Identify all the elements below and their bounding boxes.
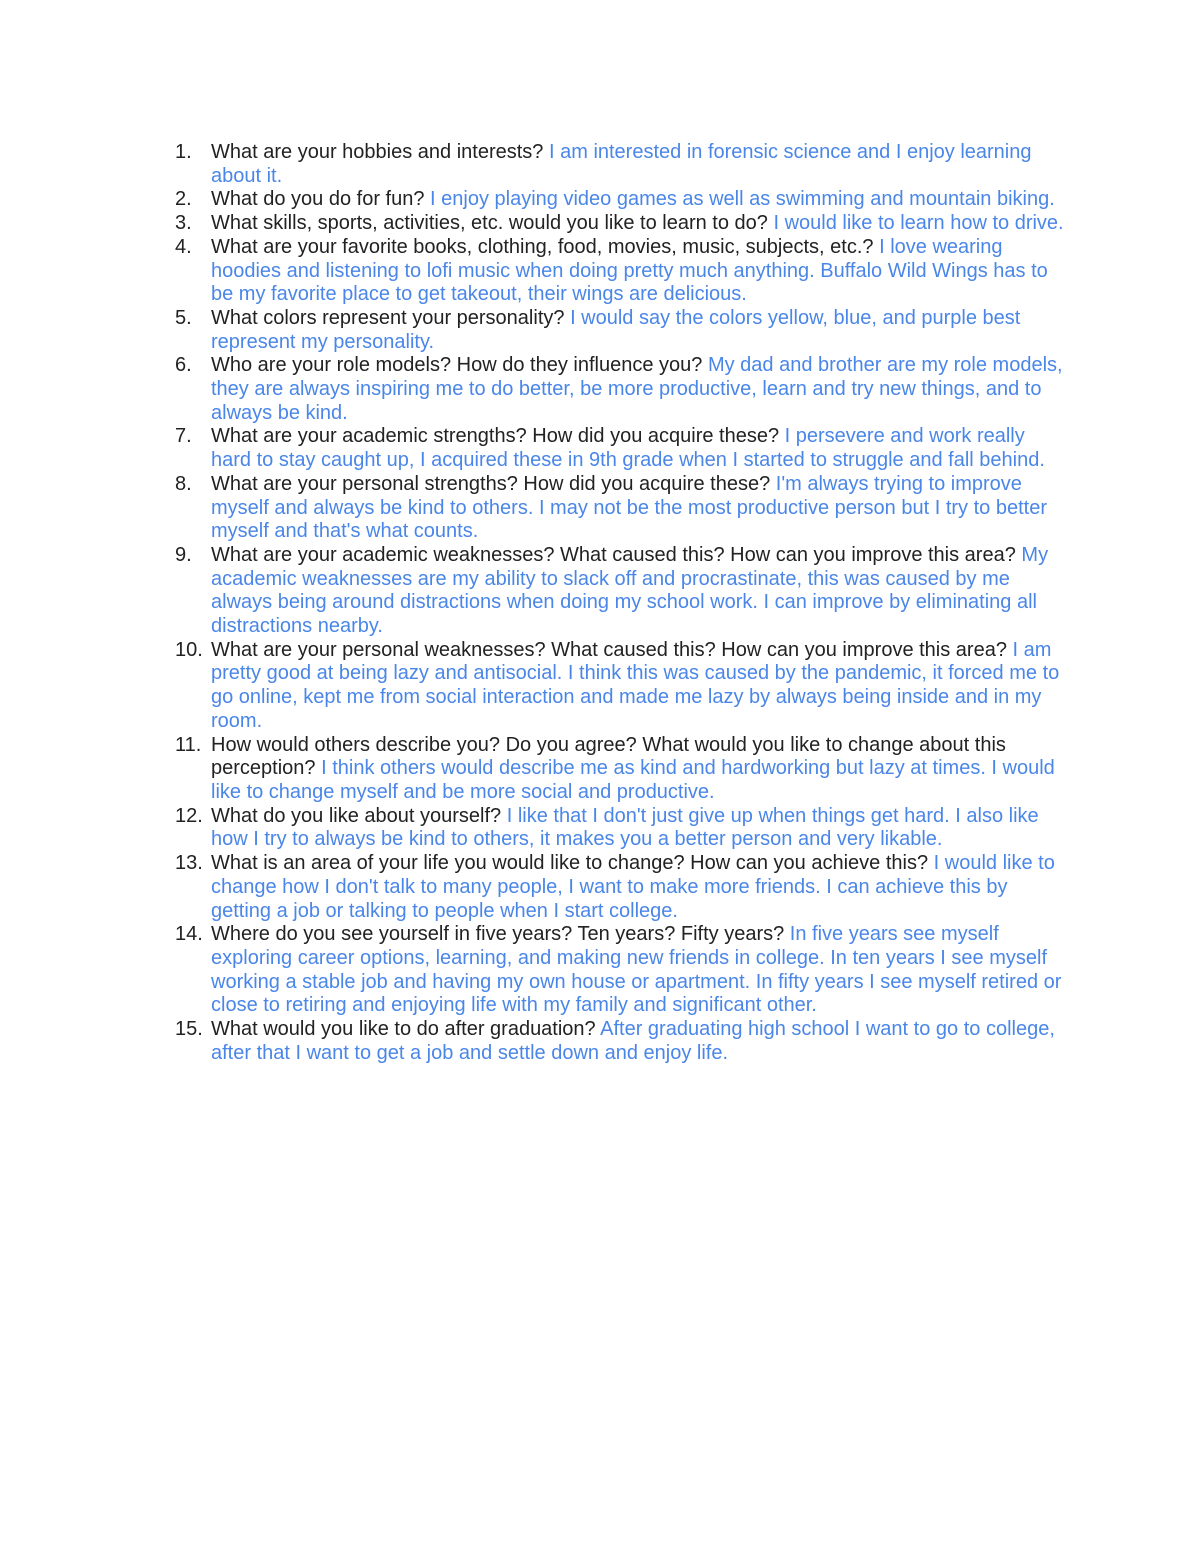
list-item [175,212,1065,236]
question-list [175,141,1065,1065]
item-number: 3. [175,212,192,235]
item-number: 6. [175,354,192,377]
question-text: What do you like about yourself? [211,804,502,827]
item-text [211,473,1065,544]
question-text: What are your personal strengths? How did you acquire these? [211,472,771,495]
list-item [175,141,1065,188]
question-text: What are your favorite books, clothing, food, movies, music, subjects, etc.? [211,235,874,258]
item-number: 15. [175,1018,203,1041]
list-item [175,544,1065,639]
list-item [175,734,1065,805]
list-item [175,307,1065,354]
list-item [175,923,1065,1018]
question-text: What are your academic strengths? How did you acquire these? [211,425,780,448]
answer-text: I would like to change how I don't talk to many people, I want to make more friends. I can achieve this by getting a job or talking to people when I start college. [211,852,1055,922]
item-text [211,1018,1065,1065]
item-text [211,188,1065,212]
list-item [175,852,1065,923]
item-number: 13. [175,852,203,875]
item-text [211,425,1065,472]
list-item [175,425,1065,472]
item-text [211,354,1065,425]
item-text [211,805,1065,852]
list-item [175,236,1065,307]
item-number: 12. [175,804,203,827]
answer-text: I would say the colors yellow, blue, and purple best represent my personality. [211,306,1021,353]
answer-text: I'm always trying to improve myself and always be kind to others. I may not be the most productive person but I try to better myself and that's what counts. [211,472,1047,543]
item-text [211,639,1065,734]
item-text [211,212,1065,236]
question-text: Where do you see yourself in five years? Ten years? Fifty years? [211,923,785,946]
item-text [211,923,1065,1018]
item-number: 11. [175,733,202,756]
answer-text: I love wearing hoodies and listening to lofi music when doing pretty much anything. Buffalo Wild Wings has to be my favorite place to get takeout, their wings are delicious. [211,235,1048,306]
list-item [175,473,1065,544]
item-text [211,236,1065,307]
answer-text: After graduating high school I want to go to college, after that I want to get a job and settle down and enjoy life. [211,1018,1055,1064]
item-number: 7. [175,425,192,448]
item-number: 4. [175,235,192,258]
answer-text: I enjoy playing video games as well as swimming and mountain biking. [430,188,1055,211]
item-number: 2. [175,188,192,211]
answer-text: I like that I don't just give up when things get hard. I also like how I try to always be kind to others, it makes you a better person and very likable. [211,804,1039,851]
item-number: 10. [175,638,203,661]
list-item [175,1018,1065,1065]
list-item [175,639,1065,734]
item-text [211,141,1065,188]
item-number: 9. [175,543,192,566]
item-text [211,734,1065,805]
item-number: 5. [175,306,192,329]
item-text [211,852,1065,923]
list-item [175,354,1065,425]
question-text: Who are your role models? How do they influence you? [211,354,703,377]
question-text: What would you like to do after graduation? [211,1018,596,1041]
list-item [175,188,1065,212]
item-text [211,544,1065,639]
item-text [211,307,1065,354]
question-text: How would others describe you? Do you agree? What would you like to change about this perception? [211,733,1006,780]
answer-text: I would like to learn how to drive. [773,212,1064,235]
question-text: What are your hobbies and interests? [211,141,544,163]
item-number: 8. [175,472,192,495]
item-number: 14. [175,923,203,946]
item-number: 1. [175,141,192,163]
answer-text: I think others would describe me as kind and hardworking but lazy at times. I would like to change myself and be more social and productive. [211,757,1055,803]
answer-text: I persevere and work really hard to stay caught up, I acquired these in 9th grade when I started to struggle and fall behind. [211,425,1045,472]
question-text: What are your personal weaknesses? What caused this? How can you improve this area? [211,638,1007,661]
question-text: What are your academic weaknesses? What caused this? How can you improve this area? [211,543,1016,566]
answer-text: My dad and brother are my role models, they are always inspiring me to do better, be more productive, learn and try new things, and to always be kind. [211,354,1063,424]
list-item [175,805,1065,852]
question-text: What colors represent your personality? [211,306,565,329]
answer-text: In five years see myself exploring career options, learning, and making new friends in college. In ten years I see myself working a stable job and having my own house or apartment. In fifty years I see myself retired or close to retiring and enjoying life with my family and significant other. [211,923,1062,1017]
question-text: What do you do for fun? [211,188,425,211]
answer-text: I am pretty good at being lazy and antisocial. I think this was caused by the pandemic, it forced me to go online, kept me from social interaction and made me lazy by always being inside and in my room. [211,638,1060,732]
question-text: What skills, sports, activities, etc. would you like to learn to do? [211,212,768,235]
question-text: What is an area of your life you would like to change? How can you achieve this? [211,852,929,875]
answer-text: I am interested in forensic science and I enjoy learning about it. [211,141,1032,187]
answer-text: My academic weaknesses are my ability to slack off and procrastinate, this was caused by me always being around distractions when doing my school work. I can improve by eliminating all distractions nearby. [211,543,1049,638]
